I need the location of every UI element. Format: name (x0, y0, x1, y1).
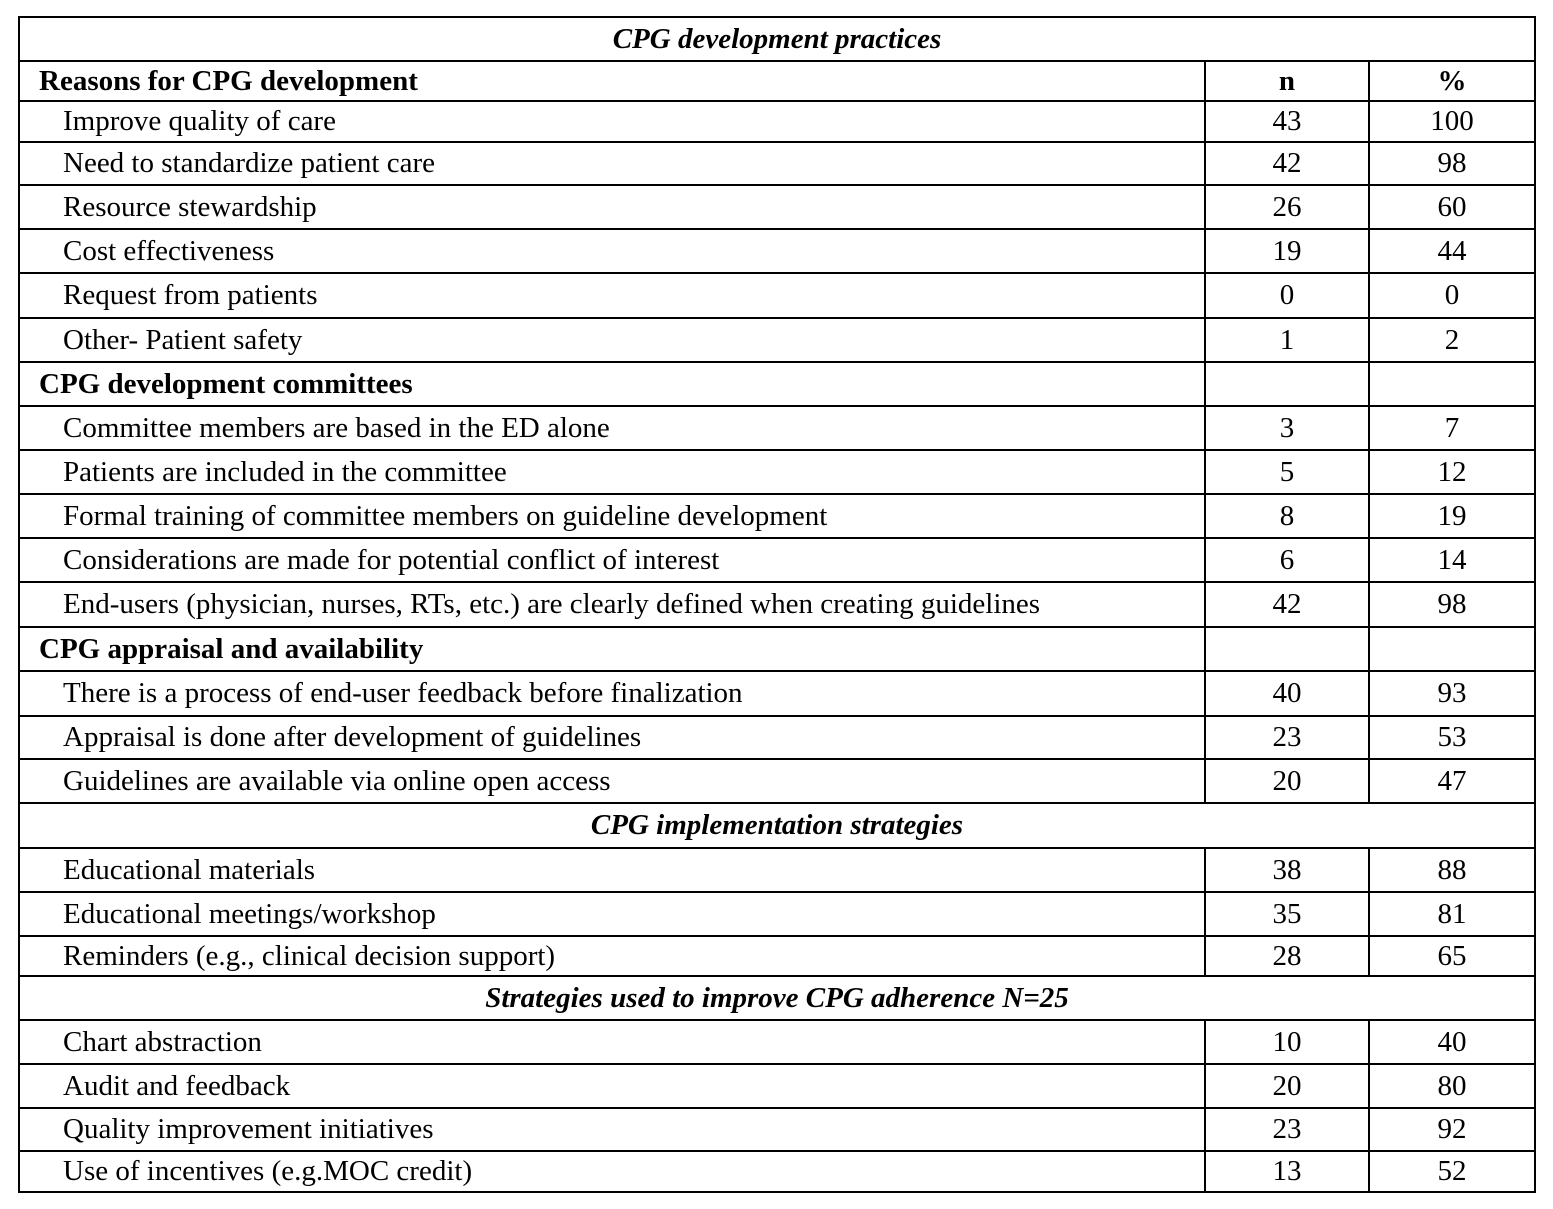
row-label: Educational meetings/workshop (19, 892, 1205, 936)
cpg-practices-table (18, 16, 1536, 1193)
empty-cell (1369, 627, 1535, 671)
table-row (19, 1151, 1535, 1192)
table-row (19, 848, 1535, 892)
row-label: Reminders (e.g., clinical decision support) (19, 936, 1205, 976)
count-value: 5 (1205, 450, 1369, 494)
percent-value: 100 (1369, 101, 1535, 142)
count-value: 13 (1205, 1151, 1369, 1192)
n-column-header: n (1205, 61, 1369, 101)
table-row (19, 1020, 1535, 1064)
percent-value: 98 (1369, 582, 1535, 627)
row-label: Formal training of committee members on guideline development (19, 494, 1205, 538)
table-row (19, 229, 1535, 273)
empty-cell (1369, 362, 1535, 406)
percent-value: 12 (1369, 450, 1535, 494)
table-row (19, 318, 1535, 362)
row-label: Other- Patient safety (19, 318, 1205, 362)
table-row (19, 185, 1535, 229)
row-label: Cost effectiveness (19, 229, 1205, 273)
percent-value: 40 (1369, 1020, 1535, 1064)
row-label: Considerations are made for potential conflict of interest (19, 538, 1205, 582)
percent-value: 93 (1369, 671, 1535, 716)
count-value: 19 (1205, 229, 1369, 273)
table-row (19, 1064, 1535, 1108)
percent-value: 92 (1369, 1108, 1535, 1151)
section-heading-implementation-row (19, 803, 1535, 848)
count-value: 38 (1205, 848, 1369, 892)
table-row (19, 406, 1535, 450)
section-heading-implementation: CPG implementation strategies (19, 803, 1535, 848)
table-row (19, 273, 1535, 318)
table-row (19, 1108, 1535, 1151)
count-value: 28 (1205, 936, 1369, 976)
row-label: Patients are included in the committee (19, 450, 1205, 494)
row-label: Need to standardize patient care (19, 142, 1205, 185)
count-value: 1 (1205, 318, 1369, 362)
section-heading-adherence: Strategies used to improve CPG adherence N=25 (19, 976, 1535, 1020)
table-body (19, 17, 1535, 1192)
count-value: 10 (1205, 1020, 1369, 1064)
count-value: 20 (1205, 759, 1369, 803)
section-heading-adherence-row (19, 976, 1535, 1020)
count-value: 0 (1205, 273, 1369, 318)
count-value: 8 (1205, 494, 1369, 538)
percent-column-header: % (1369, 61, 1535, 101)
table-row (19, 892, 1535, 936)
percent-value: 81 (1369, 892, 1535, 936)
percent-value: 7 (1369, 406, 1535, 450)
row-label: Educational materials (19, 848, 1205, 892)
count-value: 20 (1205, 1064, 1369, 1108)
section-heading-reasons-row (19, 61, 1535, 101)
count-value: 40 (1205, 671, 1369, 716)
row-label: Resource stewardship (19, 185, 1205, 229)
row-label: Audit and feedback (19, 1064, 1205, 1108)
empty-cell (1205, 362, 1369, 406)
percent-value: 14 (1369, 538, 1535, 582)
section-heading-committees-row (19, 362, 1535, 406)
table-row (19, 716, 1535, 759)
percent-value: 80 (1369, 1064, 1535, 1108)
table-row (19, 538, 1535, 582)
count-value: 6 (1205, 538, 1369, 582)
count-value: 43 (1205, 101, 1369, 142)
table-row (19, 142, 1535, 185)
table-row (19, 936, 1535, 976)
row-label: There is a process of end-user feedback before finalization (19, 671, 1205, 716)
percent-value: 98 (1369, 142, 1535, 185)
section-heading-reasons: Reasons for CPG development (19, 61, 1205, 101)
table-row (19, 450, 1535, 494)
row-label: Guidelines are available via online open access (19, 759, 1205, 803)
row-label: Appraisal is done after development of guidelines (19, 716, 1205, 759)
count-value: 3 (1205, 406, 1369, 450)
table-title-row (19, 17, 1535, 61)
percent-value: 65 (1369, 936, 1535, 976)
row-label: Use of incentives (e.g.MOC credit) (19, 1151, 1205, 1192)
count-value: 42 (1205, 582, 1369, 627)
row-label: Improve quality of care (19, 101, 1205, 142)
count-value: 26 (1205, 185, 1369, 229)
percent-value: 47 (1369, 759, 1535, 803)
table-row (19, 494, 1535, 538)
count-value: 23 (1205, 716, 1369, 759)
table-row (19, 582, 1535, 627)
percent-value: 60 (1369, 185, 1535, 229)
percent-value: 0 (1369, 273, 1535, 318)
count-value: 42 (1205, 142, 1369, 185)
table-title: CPG development practices (19, 17, 1535, 61)
table-row (19, 101, 1535, 142)
percent-value: 53 (1369, 716, 1535, 759)
section-heading-appraisal-row (19, 627, 1535, 671)
section-heading-appraisal: CPG appraisal and availability (19, 627, 1205, 671)
row-label: Committee members are based in the ED alone (19, 406, 1205, 450)
count-value: 23 (1205, 1108, 1369, 1151)
table-row (19, 759, 1535, 803)
percent-value: 44 (1369, 229, 1535, 273)
percent-value: 2 (1369, 318, 1535, 362)
row-label: Quality improvement initiatives (19, 1108, 1205, 1151)
table-row (19, 671, 1535, 716)
count-value: 35 (1205, 892, 1369, 936)
percent-value: 52 (1369, 1151, 1535, 1192)
percent-value: 19 (1369, 494, 1535, 538)
row-label: Chart abstraction (19, 1020, 1205, 1064)
row-label: Request from patients (19, 273, 1205, 318)
row-label: End-users (physician, nurses, RTs, etc.) are clearly defined when creating guidelines (19, 582, 1205, 627)
empty-cell (1205, 627, 1369, 671)
section-heading-committees: CPG development committees (19, 362, 1205, 406)
percent-value: 88 (1369, 848, 1535, 892)
